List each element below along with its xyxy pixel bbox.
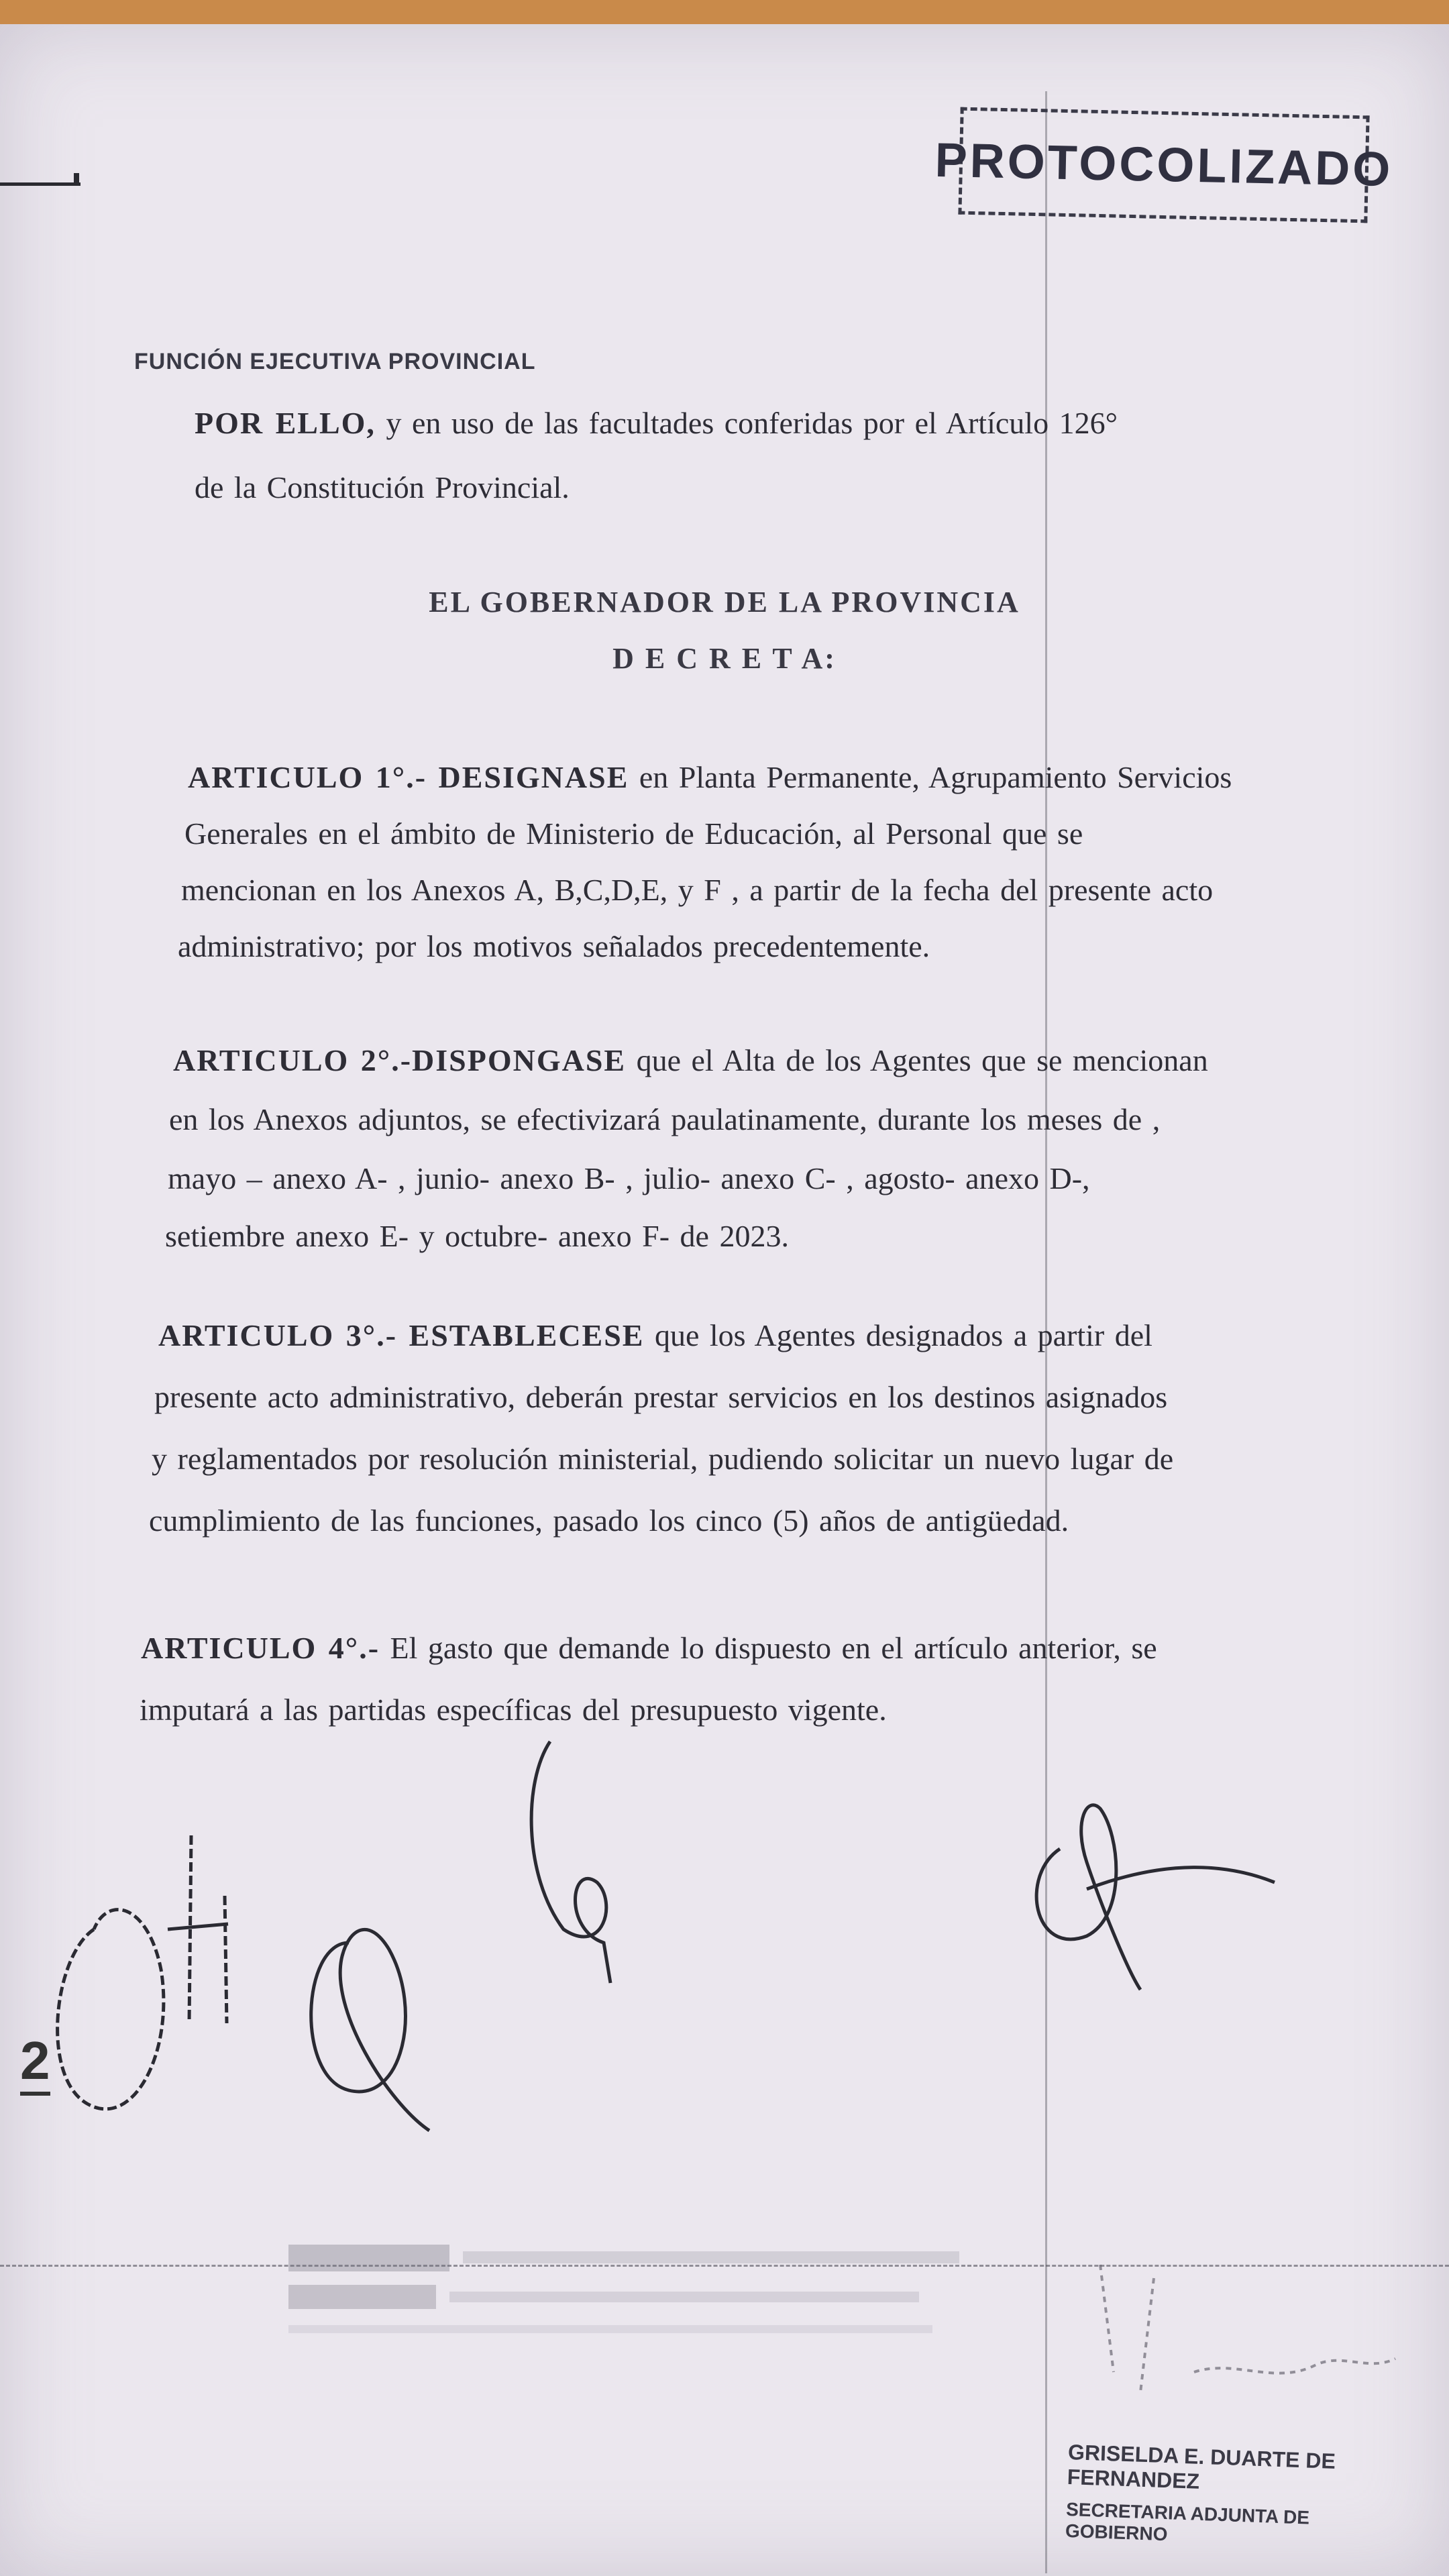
faint-stamp bbox=[282, 2238, 993, 2359]
preamble-line1: y en uso de las facultades conferidas por el Artículo 126° bbox=[375, 406, 1118, 440]
article-4-lead: ARTICULO 4°.- bbox=[141, 1631, 380, 1665]
article-3-line2: presente acto administrativo, deberán prestar servicios en los destinos asignados bbox=[154, 1380, 1168, 1414]
faint-signature bbox=[1073, 2238, 1409, 2439]
article-1-line2: Generales en el ámbito de Ministerio de Educación, al Personal que se bbox=[184, 816, 1083, 851]
article-2-line3: mayo – anexo A- , junio- anexo B- , julio- anexo C- , agosto- anexo D-, bbox=[168, 1161, 1090, 1195]
article-1-text1: en Planta Permanente, Agrupamiento Servicios bbox=[629, 760, 1232, 794]
article-3-text1: que los Agentes designados a partir del bbox=[644, 1318, 1152, 1352]
article-3-line3: y reglamentados por resolución ministerial, pudiendo solicitar un nuevo lugar de bbox=[152, 1442, 1174, 1476]
preamble-lead: POR ELLO, bbox=[195, 406, 376, 440]
signatory-name: GRISELDA E. DUARTE DE FERNANDEZ bbox=[1067, 2439, 1336, 2493]
document-page bbox=[0, 24, 1449, 2576]
article-4-line2: imputará a las partidas específicas del presupuesto vigente. bbox=[140, 1693, 887, 1727]
article-2-line2: en los Anexos adjuntos, se efectivizará paulatinamente, durante los meses de , bbox=[169, 1102, 1161, 1136]
article-2-lead: ARTICULO 2°.-DISPONGASE bbox=[173, 1043, 627, 1077]
preamble bbox=[195, 394, 1118, 452]
handwritten-signature-left bbox=[13, 1728, 684, 2157]
page-number: 2 bbox=[20, 2030, 50, 2096]
handwritten-signature-right bbox=[1006, 1768, 1301, 2010]
corner-mark-dot bbox=[74, 173, 79, 182]
decree-title-line1: EL GOBERNADOR DE LA PROVINCIA bbox=[429, 586, 1020, 619]
signatory-title: SECRETARIA ADJUNTA DE GOBIERNO bbox=[1065, 2498, 1310, 2545]
article-2-text1: que el Alta de los Agentes que se mencionan bbox=[626, 1043, 1208, 1077]
protocolizado-stamp: PROTOCOLIZADO bbox=[958, 107, 1369, 223]
article-4-line1 bbox=[141, 1619, 1157, 1677]
article-1-line1 bbox=[188, 749, 1232, 806]
corner-mark bbox=[0, 178, 80, 186]
article-2-line4: setiembre anexo E- y octubre- anexo F- de 2023. bbox=[165, 1219, 789, 1253]
article-3-line4: cumplimiento de las funciones, pasado los cinco (5) años de antigüedad. bbox=[149, 1503, 1069, 1538]
faint-stamp-marks bbox=[282, 2238, 993, 2359]
signature-stamp bbox=[1065, 2440, 1417, 2554]
article-3-line1 bbox=[158, 1307, 1152, 1364]
decree-title-line2: D E C R E T A: bbox=[612, 642, 837, 675]
article-1-line4: administrativo; por los motivos señalados precedentemente. bbox=[178, 929, 930, 963]
article-4-text1: El gasto que demande lo dispuesto en el artículo anterior, se bbox=[380, 1631, 1157, 1665]
article-2-line1 bbox=[173, 1032, 1208, 1089]
preamble-line2: de la Constitución Provincial. bbox=[195, 470, 570, 504]
article-1-line3: mencionan en los Anexos A, B,C,D,E, y F , a partir de la fecha del presente acto bbox=[181, 873, 1214, 907]
document-header: FUNCIÓN EJECUTIVA PROVINCIAL bbox=[134, 349, 536, 374]
article-3-lead: ARTICULO 3°.- ESTABLECESE bbox=[158, 1318, 645, 1352]
article-1-lead: ARTICULO 1°.- DESIGNASE bbox=[188, 760, 629, 794]
